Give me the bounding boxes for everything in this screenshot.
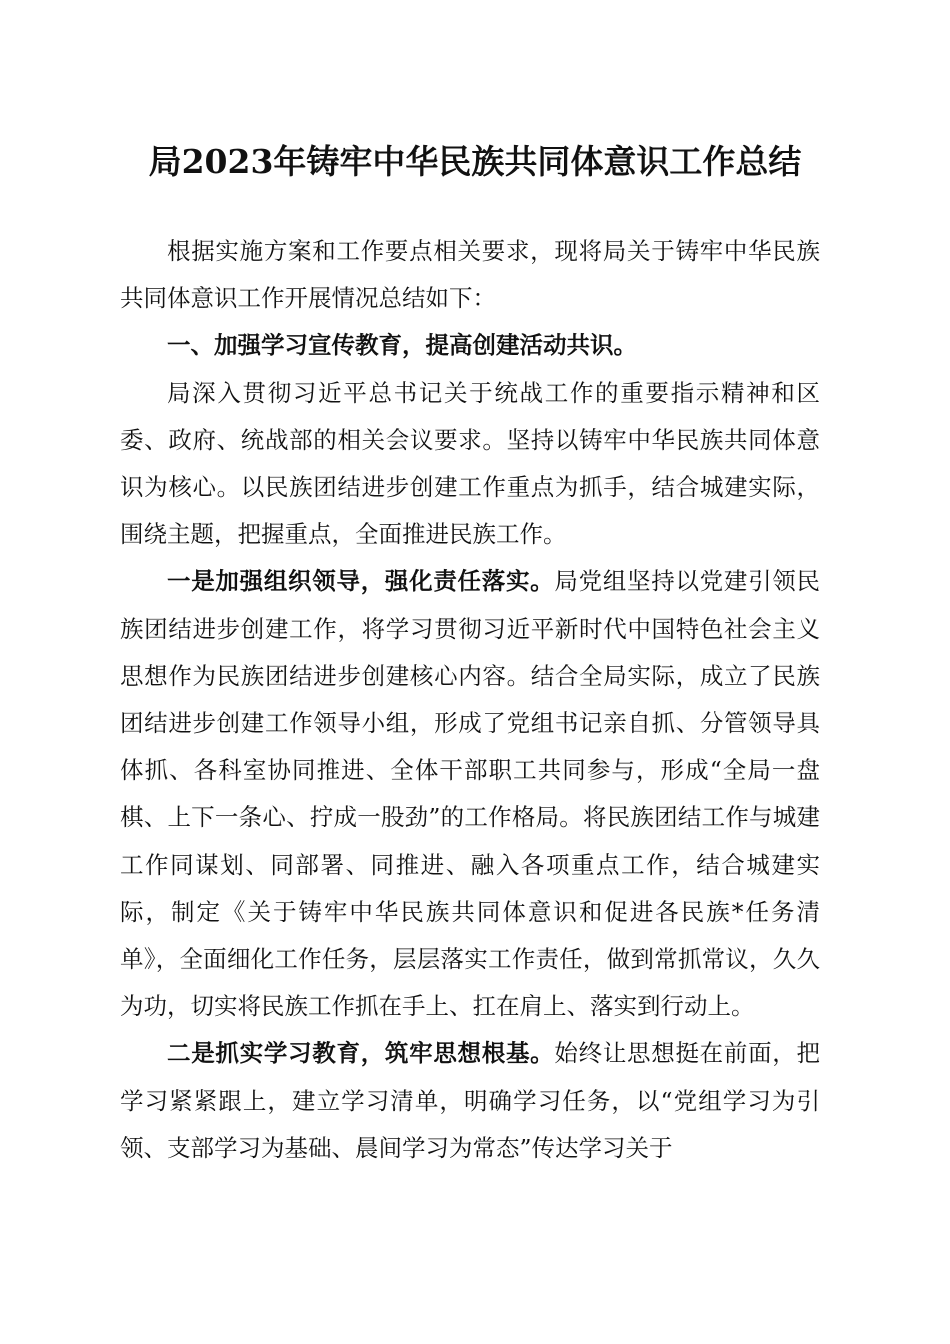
item-one-paragraph bbox=[120, 558, 820, 1030]
item-two-paragraph bbox=[120, 1030, 820, 1172]
item-two-text: 始终让思想挺在前面，把学习紧紧跟上，建立学习清单，明确学习任务，以“党组学习为引领、支部学习为基础、晨间学习为常态”传达学习关于 bbox=[120, 1039, 821, 1162]
intro-paragraph: 根据实施方案和工作要点相关要求，现将局关于铸牢中华民族共同体意识工作开展情况总结如下： bbox=[120, 237, 820, 313]
item-two-lead: 二是抓实学习教育，筑牢思想根基。 bbox=[167, 1039, 555, 1068]
section-paragraph: 局深入贯彻习近平总书记关于统战工作的重要指示精神和区委、政府、统战部的相关会议要求。坚持以铸牢中华民族共同体意识为核心。以民族团结进步创建工作重点为抓手，结合城建实际，围绕主题，把握重点，全面推进民族工作。 bbox=[120, 378, 820, 549]
section-heading: 一、加强学习宣传教育，提高创建活动共识。 bbox=[167, 331, 637, 360]
document-title: 局2023年铸牢中华民族共同体意识工作总结 bbox=[148, 142, 802, 181]
item-one-text: 局党组坚持以党建引领民族团结进步创建工作，将学习贯彻习近平新时代中国特色社会主义思想作为民族团结进步创建核心内容。结合全局实际，成立了民族团结进步创建工作领导小组，形成了党组书记亲自抓、分管领导具体抓、各科室协同推进、全体干部职工共同参与，形成“全局一盘棋、上下一条心、拧成一股劲”的工作格局。将民族团结工作与城建工作同谋划、同部署、同推进、融入各项重点工作，结合城建实际，制定《关于铸牢中华民族共同体意识和促进各民族*任务清单》，全面细化工作任务，层层落实工作责任，做到常抓常议，久久为功，切实将民族工作抓在手上、扛在肩上、落实到行动上。 bbox=[120, 567, 821, 1021]
item-one-lead: 一是加强组织领导，强化责任落实。 bbox=[167, 567, 555, 596]
document-body bbox=[120, 228, 820, 1172]
